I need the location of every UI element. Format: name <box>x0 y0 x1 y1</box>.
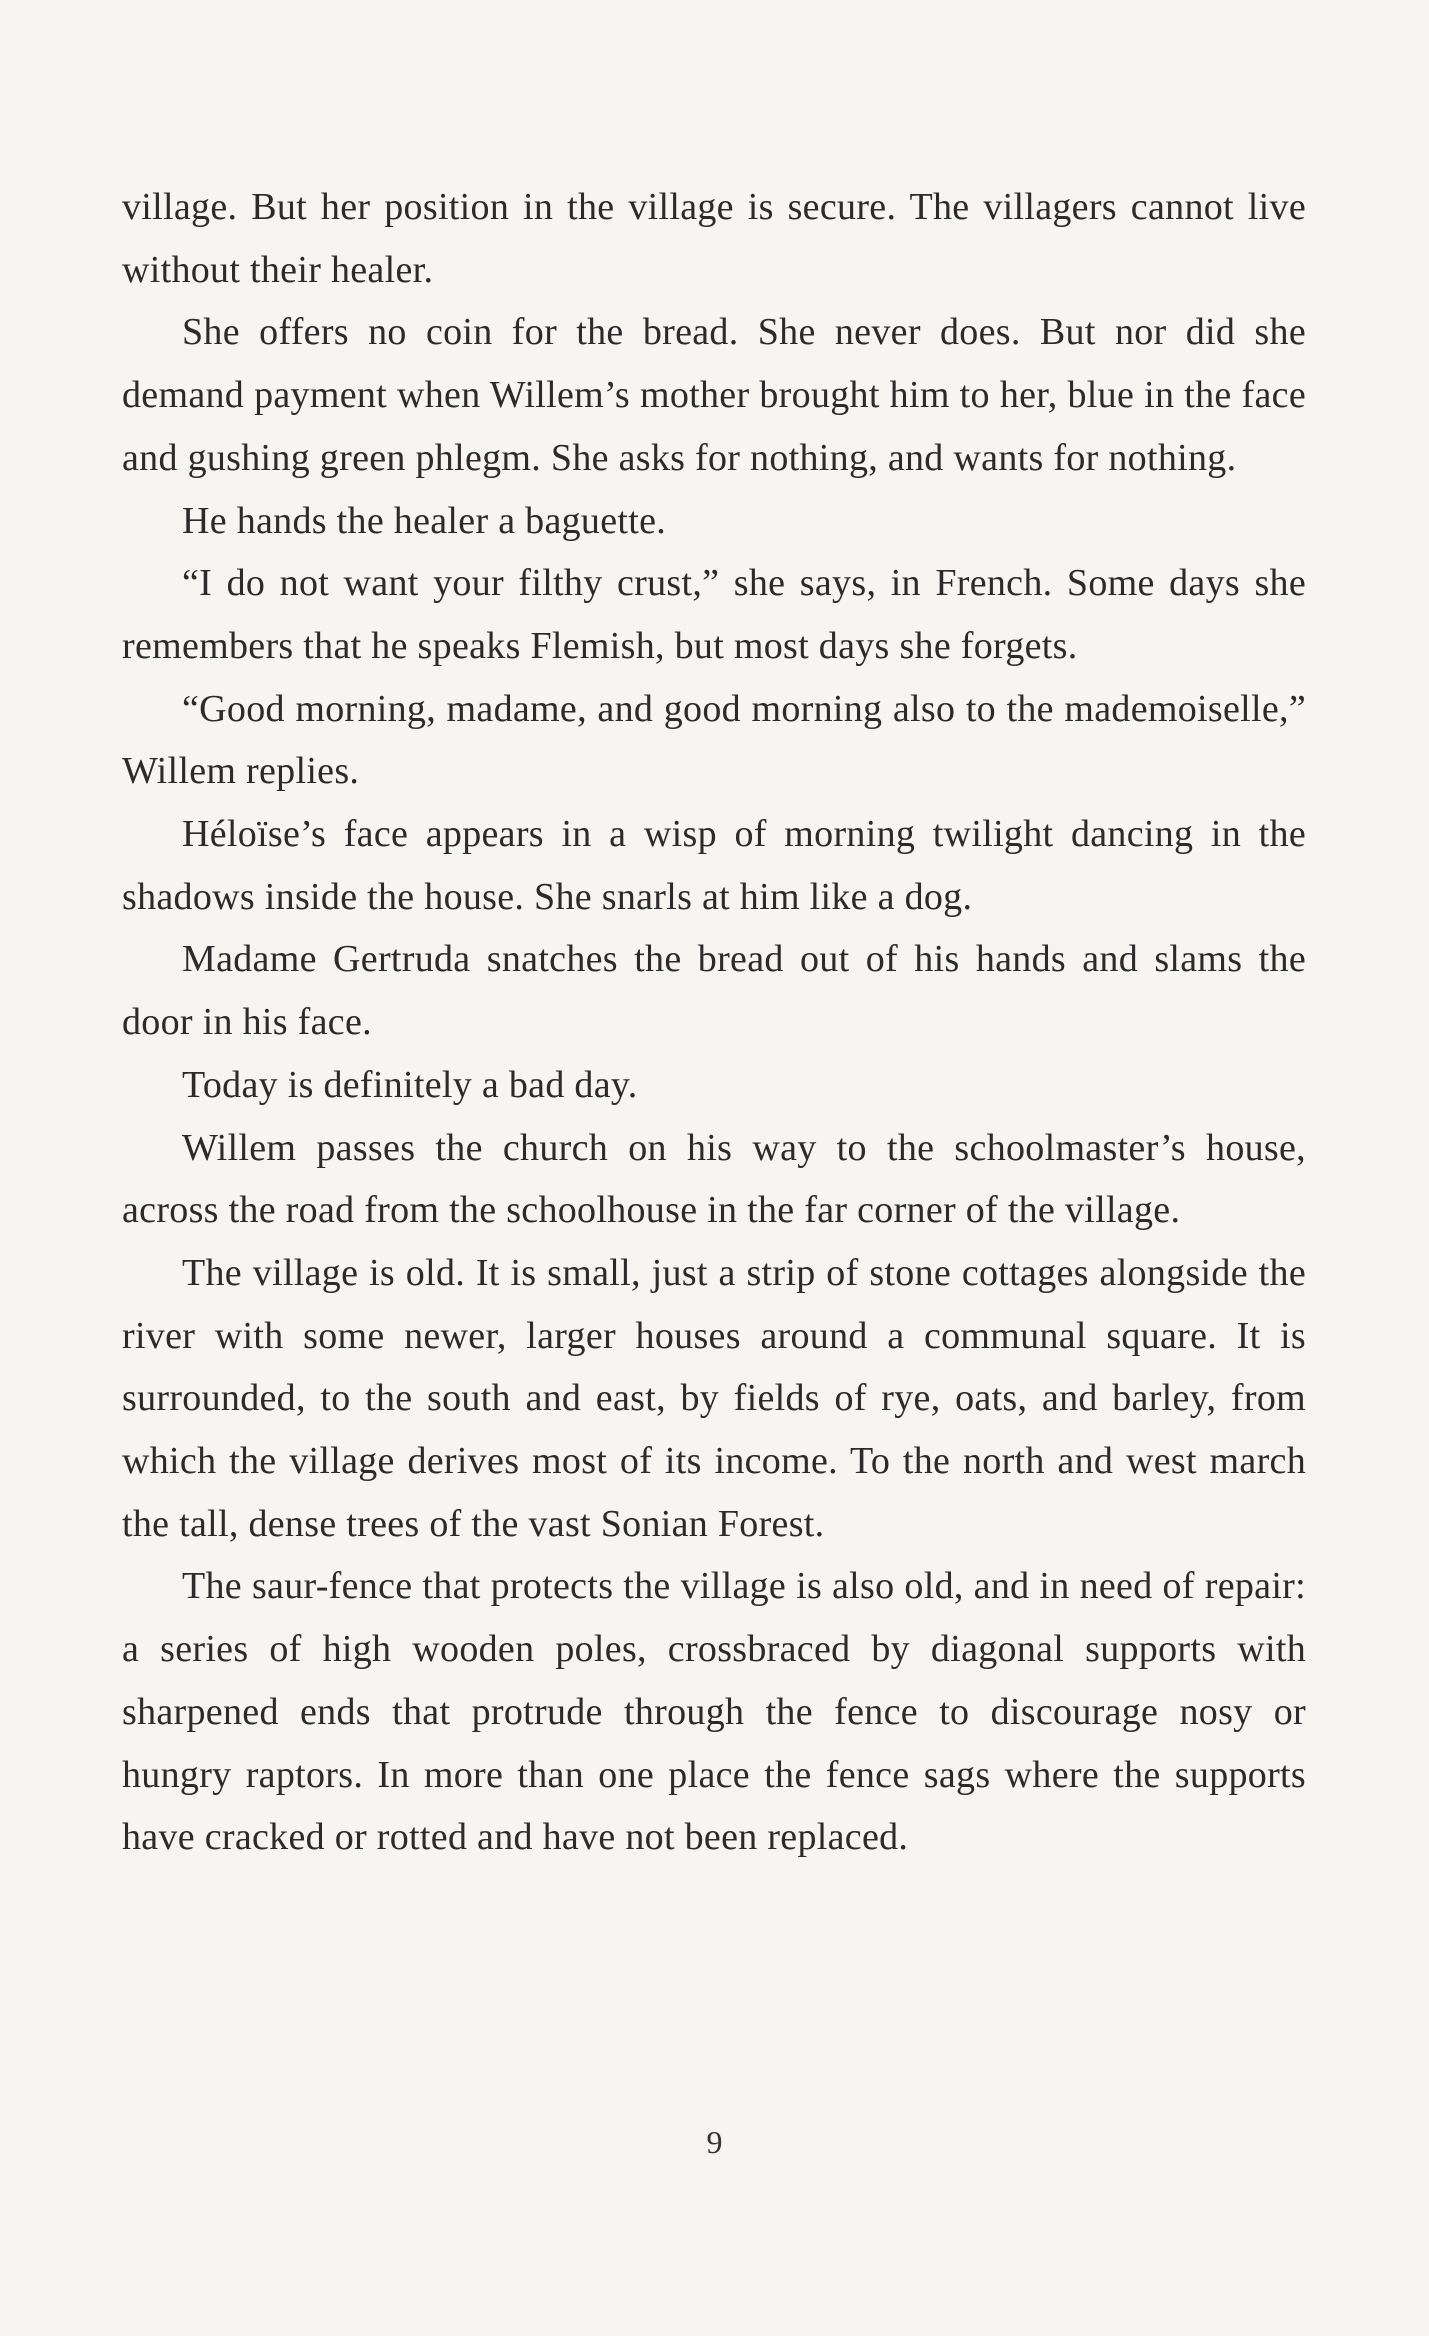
paragraph-6: Héloïse’s face appears in a wisp of morning twilight dancing in the shadows inside the house. She snarls at him like a dog. <box>122 813 1306 918</box>
paragraph-11: The saur-fence that protects the village is also old, and in need of repair: a series of high wooden poles, crossbraced by diagonal supports with sharpened ends that protrude through the fence to discourage nosy or hungry raptors. In more than one place the fence sags where the supports have cracked or rotted and have not been replaced. <box>122 1565 1306 1859</box>
paragraph-10: The village is old. It is small, just a strip of stone cottages alongside the river with some newer, larger houses around a communal square. It is surrounded, to the south and east, by fields of rye, oats, and barley, from which the village derives most of its income. To the north and west march the tall, dense trees of the vast Sonian Forest. <box>122 1251 1306 1545</box>
body-text <box>122 176 1306 1869</box>
paragraph-4: “I do not want your filthy crust,” she says, in French. Some days she remembers that he speaks Flemish, but most days she forgets. <box>122 562 1306 667</box>
paragraph-5: “Good morning, madame, and good morning also to the mademoiselle,” Willem replies. <box>122 687 1306 793</box>
paragraph-7: Madame Gertruda snatches the bread out of his hands and slams the door in his face. <box>122 938 1306 1044</box>
paragraph-3: He hands the healer a baguette. <box>182 499 667 542</box>
paragraph-9: Willem passes the church on his way to the schoolmaster’s house, across the road from the schoolhouse in the far corner of the village. <box>122 1126 1306 1232</box>
page-number: 9 <box>706 2124 723 2160</box>
paragraph-1: village. But her position in the village is secure. The villagers cannot live without their healer. <box>122 186 1306 291</box>
paragraph-8: Today is definitely a bad day. <box>182 1063 638 1106</box>
paragraph-2: She offers no coin for the bread. She never does. But nor did she demand payment when Willem’s mother brought him to her, blue in the face and gushing green phlegm. She asks for nothing, and wants for nothing. <box>122 311 1306 479</box>
